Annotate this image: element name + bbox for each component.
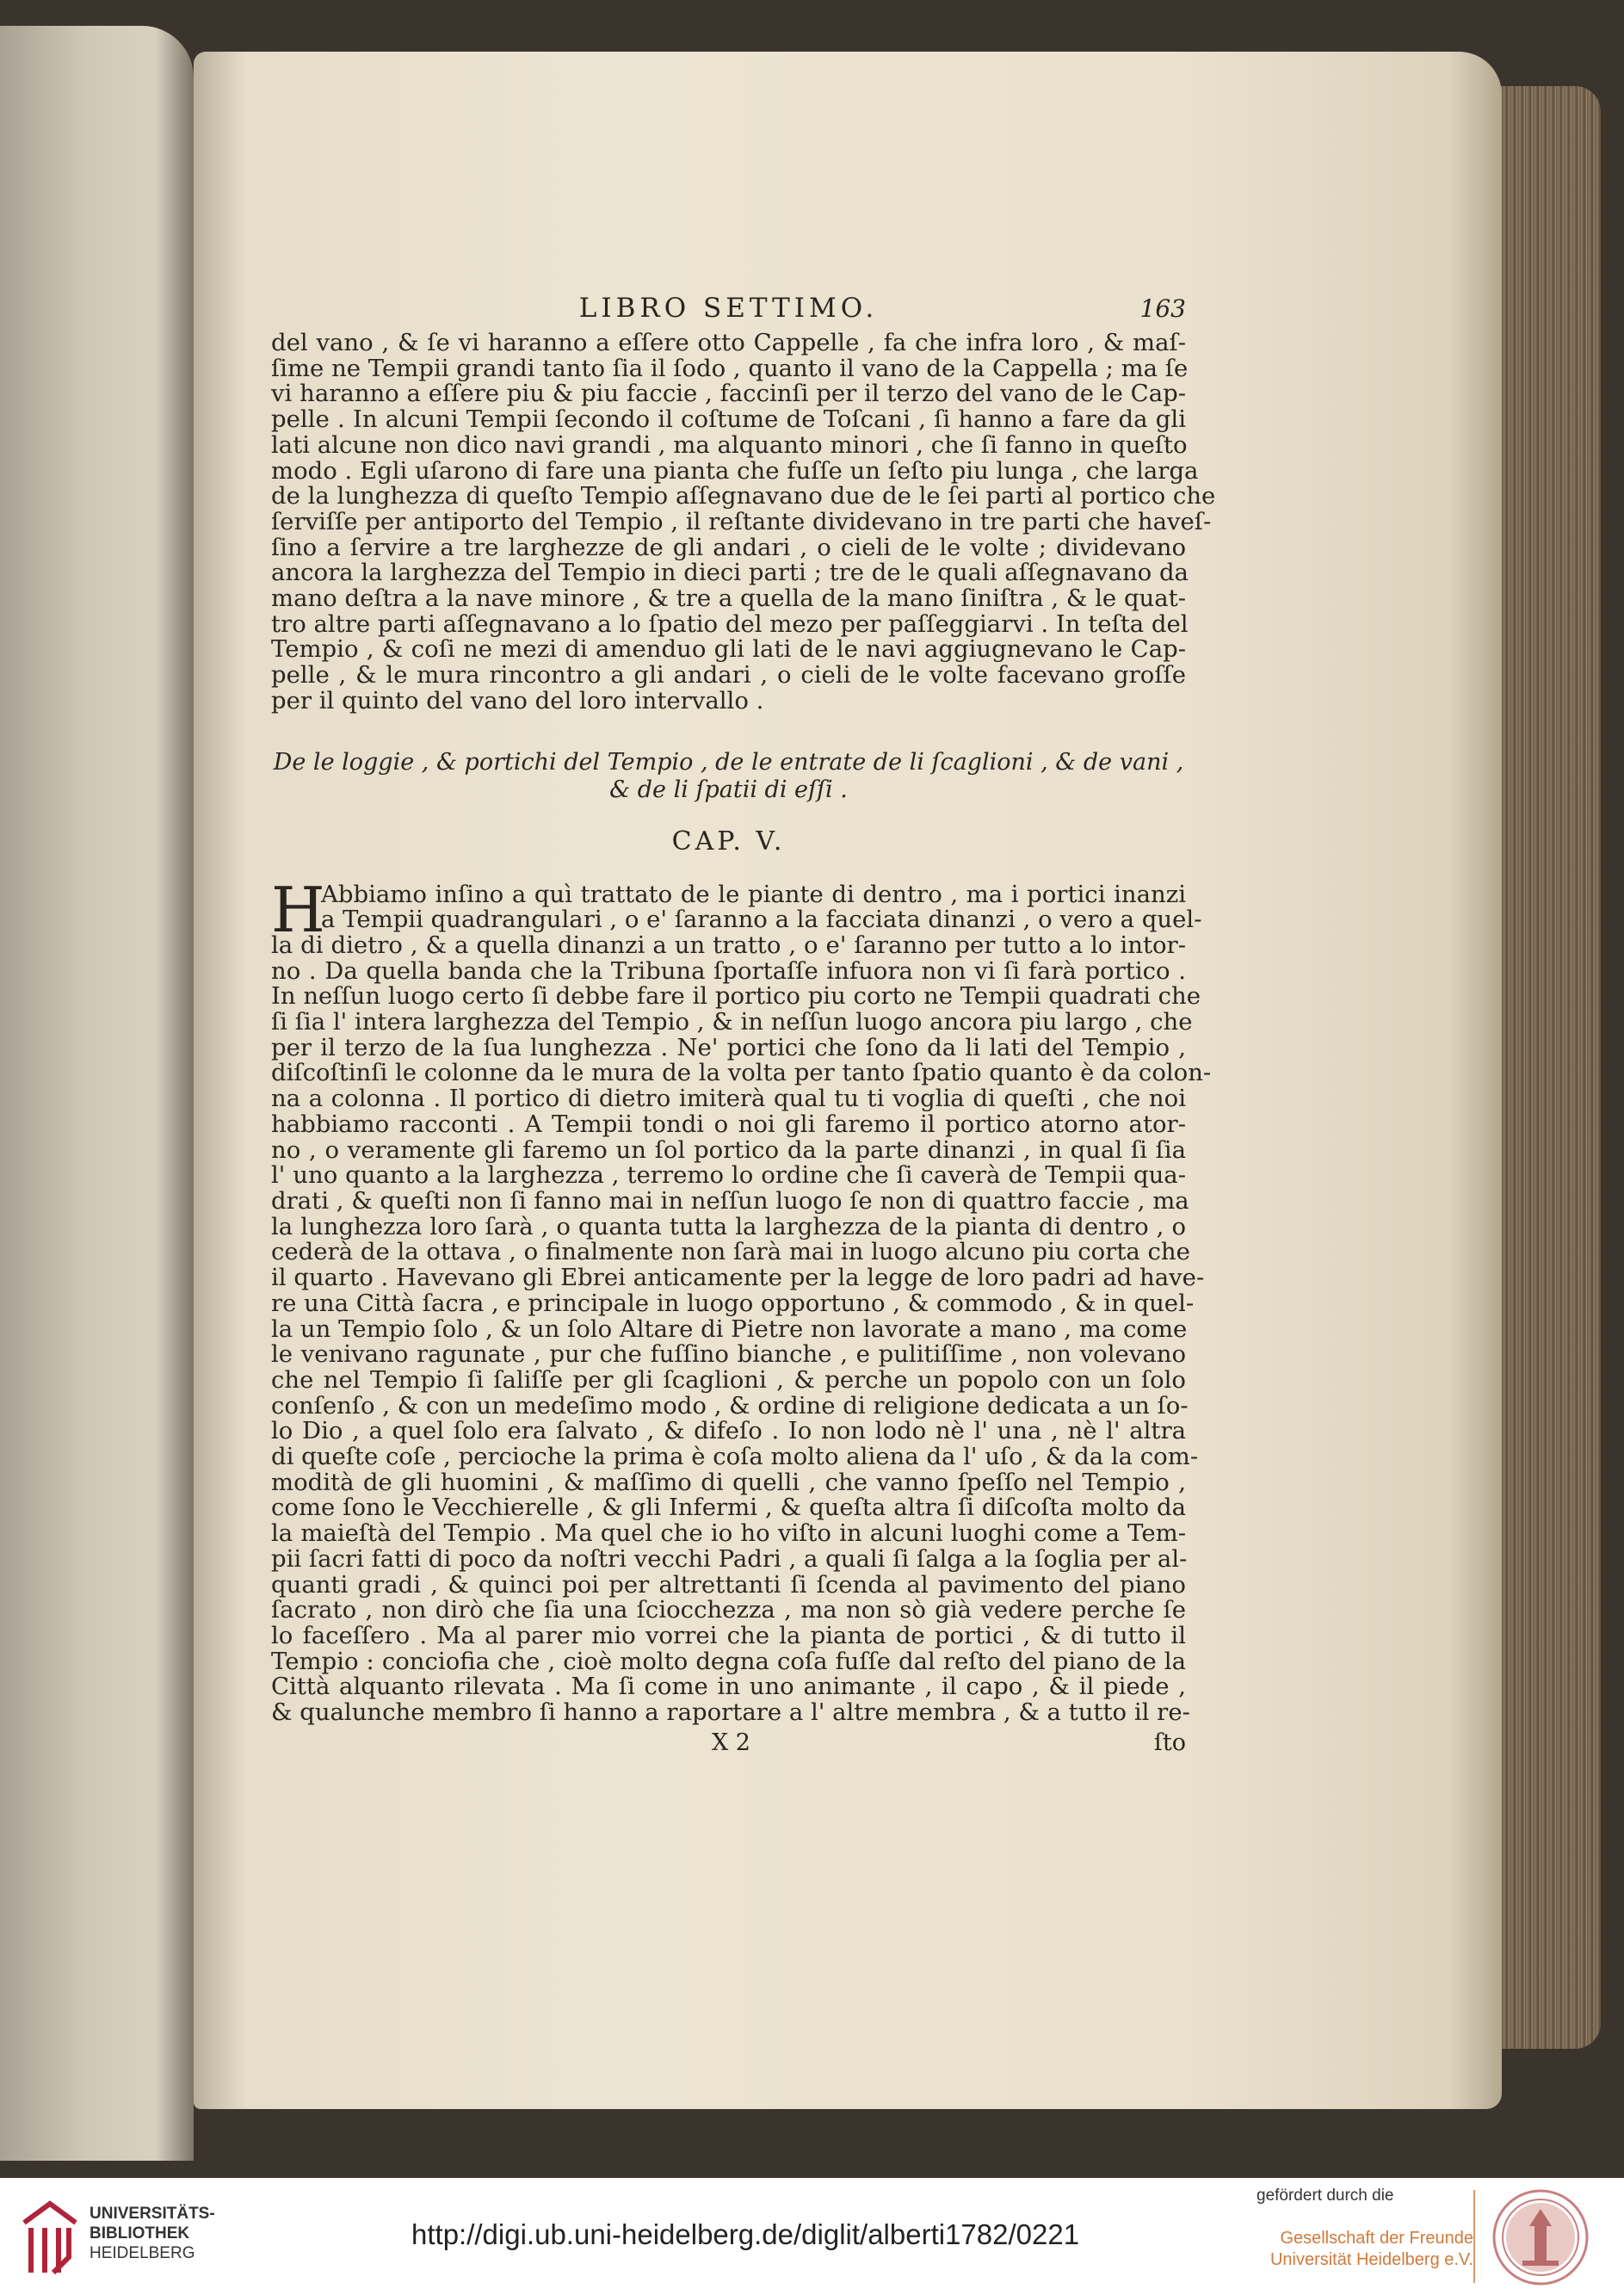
text-block — [271, 293, 1216, 1842]
text-line: vi haranno a eſſere piu & piu faccie , faccinſi per il terzo del vano de le Cap- — [271, 380, 1186, 408]
text-line: de la lunghezza di queſto Tempio aſſegnavano due de le ſei parti al portico che — [271, 482, 1216, 510]
text-line: drati , & queſti non ſi fanno mai in neſſun luogo ſe non di quattro faccie , ma — [271, 1186, 1189, 1215]
footer-divider — [1473, 2190, 1475, 2283]
text-line: la di dietro , & a quella dinanzi a un tratto , o e' ſaranno per tutto a lo intor- — [271, 931, 1186, 959]
text-line: diſcoſtinſi le colonne da le mura de la volta per tanto ſpatio quanto è da colon- — [271, 1059, 1212, 1087]
footer-bar — [0, 2178, 1624, 2295]
text-line: ancora la larghezza del Tempio in dieci parti ; tre de le quali aſſegnavano da — [271, 559, 1189, 587]
text-line: modo . Egli uſarono di fare una pianta che fuſſe un ſeſto piu lunga , che larga — [271, 456, 1199, 485]
library-name-line-2: BIBLIOTHEK — [90, 2224, 190, 2242]
text-line: Tempio : conciofia che , cioè molto degna coſa fuſſe dal reſto del piano de la — [271, 1647, 1186, 1675]
running-head — [271, 293, 1186, 331]
text-line: Tempio , & coſi ne mezi di amenduo gli lati de le navi aggiugnevano le Cap- — [271, 635, 1186, 664]
text-line: la un Tempio ſolo , & un ſolo Altare di Pietre non lavorate a mano , ma come — [271, 1315, 1188, 1343]
text-line: di queſte coſe , percioche la prima è coſa molto aliena da l' uſo , & da la com- — [271, 1443, 1199, 1471]
text-line: habbiamo racconti . A Tempii tondi o noi gli faremo il portico atorno ator- — [271, 1110, 1186, 1138]
text-line: no . Da quella banda che la Tribuna ſportaſſe infuora non vi ſi farà portico . — [271, 956, 1186, 985]
text-line: ſerviſſe per antiporto del Tempio , il reſtante dividevano in tre parti che haveſ- — [271, 507, 1212, 535]
text-line: quanti gradi , & quinci poi per altrettanti ſi ſcenda al pavimento del piano — [271, 1570, 1186, 1599]
text-line: ſi ſia l' intera larghezza del Tempio , & in neſſun luogo ancora piu largo , che — [271, 1008, 1193, 1036]
society-name-line-1: Gesellschaft der Freunde — [1280, 2229, 1473, 2248]
text-line: cederà de la ottava , o finalmente non ſarà mai in luogo alcuno piu corta che — [271, 1238, 1190, 1266]
running-title: LIBRO SETTIMO. — [578, 293, 879, 324]
text-line: Abbiamo inſino a quì trattato de le piante di dentro , ma i portici inanzi — [321, 880, 1186, 908]
text-line: a Tempii quadrangulari , o e' ſaranno a la facciata dinanzi , o vero a quel- — [321, 906, 1202, 934]
page-number: 163 — [1139, 294, 1186, 323]
text-line: mano deſtra a la nave minore , & tre a quella de la mano ſiniſtra , & le quat- — [271, 585, 1186, 613]
text-line: il quarto . Havevano gli Ebrei anticamente per la legge de loro padri ad have- — [271, 1264, 1205, 1292]
text-line: na a colonna . Il portico di dietro imiterà qual tu ti voglia di queſti , che noi — [271, 1085, 1186, 1113]
text-line: lo Dio , a quel ſolo era ſalvato , & difeſo . Io non lodo nè l' una , nè l' altra — [271, 1417, 1186, 1445]
text-line: ſino a ſervire a tre larghezze de gli andari , o cieli de le volte ; dividevano — [271, 533, 1186, 561]
text-line: In neſſun luogo certo ſi debbe fare il portico piu corto ne Tempii quadrati che — [271, 982, 1201, 1011]
drop-cap: H — [271, 873, 325, 946]
text-line: per il quinto del vano del loro intervallo . — [271, 686, 764, 714]
university-library-logo-icon — [19, 2197, 81, 2280]
text-line: tro altre parti aſſegnavano a lo ſpatio del mezo per paſſeggiarvi . In teſta del — [271, 609, 1189, 638]
university-seal-icon — [1491, 2188, 1590, 2286]
caption-line: & de li ſpatii di eſſi . — [609, 776, 848, 803]
text-line: la lunghezza loro ſarà , o quanta tutta la larghezza de la pianta di dentro , o — [271, 1212, 1186, 1240]
caption-line: De le loggie , & portichi del Tempio , de le entrate de li ſcaglioni , & de vani , — [273, 748, 1184, 776]
text-line: modità de gli huomini , & maſſimo di quelli , che vanno ſpeſſo nel Tempio , — [271, 1468, 1186, 1496]
paragraph-1 — [271, 329, 1216, 714]
permalink-url[interactable]: http://digi.ub.uni-heidelberg.de/diglit/alberti1782/0221 — [411, 2218, 1080, 2250]
text-line: l' uno quanto a la larghezza , terremo lo ordine che ſi caverà de Tempii qua- — [271, 1161, 1186, 1190]
library-name-line-1: UNIVERSITÄTS- — [90, 2205, 215, 2223]
text-line: pelle . In alcuni Tempii ſecondo il coſtume de Toſcani , ſi hanno a fare da gli — [271, 405, 1186, 434]
text-line: ſime ne Tempii grandi tanto ſia il ſodo , quanto il vano de la Cappella ; ma ſe — [271, 354, 1189, 382]
chapter-heading: CAP. V. — [671, 826, 786, 857]
text-line: no , o veramente gli faremo un ſol portico da la parte dinanzi , in qual ſi ſia — [271, 1135, 1186, 1164]
text-line: le venivano ragunate , pur che fuſſino bianche , e pulitiſſime , non volevano — [271, 1340, 1186, 1369]
society-name — [1257, 2228, 1473, 2271]
society-name-line-2: Universität Heidelberg e.V. — [1269, 2250, 1473, 2269]
text-line: pii ſacri fatti di poco da noſtri vecchi Padri , a quali ſi ſalga a la ſoglia per al- — [271, 1544, 1188, 1573]
library-name-line-3: HEIDELBERG — [90, 2244, 195, 2262]
chapter-caption — [271, 749, 1186, 804]
text-line: re una Città ſacra , e principale in luogo opportuno , & commodo , & in quel- — [271, 1289, 1195, 1317]
text-line: che nel Tempio ſi ſaliſſe per gli ſcaglioni , & perche un popolo con un ſolo — [271, 1365, 1186, 1394]
text-line: per il terzo de la ſua lunghezza . Ne' portici che ſono da li lati del Tempio , — [271, 1033, 1186, 1061]
funded-by-label: gefördert durch die — [1257, 2187, 1394, 2205]
text-line: conſenſo , & con un medeſimo modo , & ordine di religione dedicata a un ſo- — [271, 1391, 1189, 1420]
text-line: del vano , & ſe vi haranno a eſſere otto Cappelle , fa che infra loro , & maſ- — [271, 329, 1186, 356]
text-line: lo faceſſero . Ma al parer mio vorrei che la pianta de portici , & di tutto il — [271, 1621, 1186, 1649]
facing-page-edge — [0, 26, 194, 2161]
text-line: pelle , & le mura rincontro a gli andari , o cieli de le volte facevano groſſe — [271, 661, 1186, 690]
catchword: ſto — [1153, 1729, 1186, 1756]
page-bottom-line — [271, 1729, 1186, 1759]
library-name — [90, 2204, 215, 2263]
text-line: lati alcune non dico navi grandi , ma alquanto minori , che ſi fanno in queſto — [271, 430, 1188, 459]
signature-mark: X 2 — [712, 1729, 750, 1756]
text-line: la maieſtà del Tempio . Ma quel che io ho viſto in alcuni luoghi come a Tem- — [271, 1519, 1186, 1548]
text-line: come ſono le Vecchierelle , & gli Infermi , & queſta altra ſi diſcoſta molto da — [271, 1494, 1186, 1522]
text-line: ſacrato , non dirò che ſia una ſciocchezza , ma non sò già vedere perche ſe — [271, 1596, 1186, 1624]
text-line: Città alquanto rilevata . Ma ſi come in uno animante , il capo , & il piede , — [271, 1673, 1186, 1701]
text-line: & qualunche membro ſi hanno a raportare a l' altre membra , & a tutto il re- — [271, 1698, 1190, 1727]
paragraph-2 — [271, 873, 1212, 1727]
